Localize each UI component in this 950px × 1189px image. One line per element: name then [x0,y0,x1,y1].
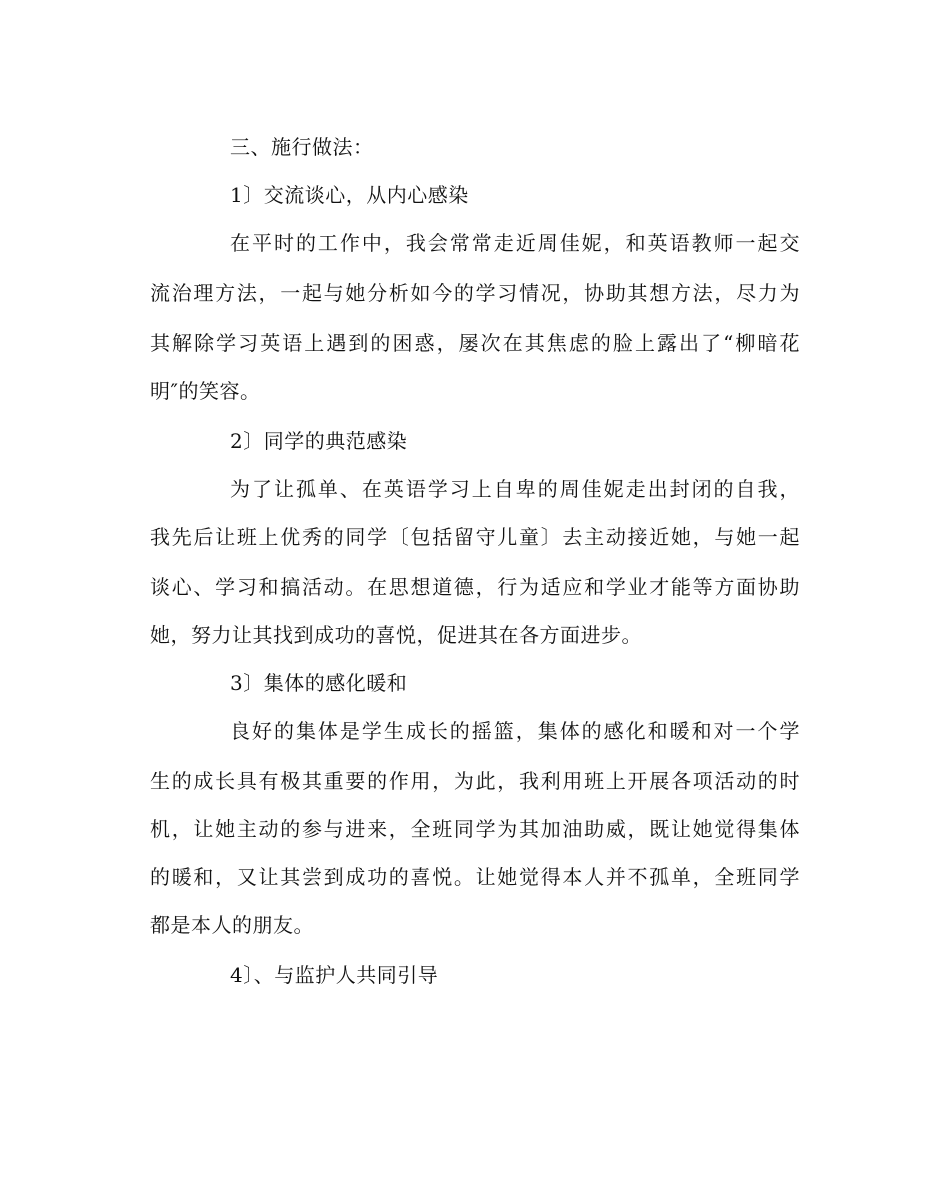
paragraph-1-line-2: 流治理方法，一起与她分析如今的学习情况，协助其想方法，尽力为 [150,281,800,305]
section-heading: 三、施行做法： [230,135,374,159]
paragraph-2-line-1: 为了让孤单、在英语学习上自卑的周佳妮走出封闭的自我， [230,477,800,501]
paragraph-2-line-2: 我先后让班上优秀的同学〔包括留守儿童〕去主动接近她，与她一起 [150,525,800,549]
subheading-4: 4〕、与监护人共同引导 [230,963,439,987]
paragraph-1-line-3: 其解除学习英语上遇到的困惑，屡次在其焦虑的脸上露出了“柳暗花 [150,331,800,355]
paragraph-3-line-1: 良好的集体是学生成长的摇篮，集体的感化和暖和对一个学 [230,719,800,743]
paragraph-1-line-1: 在平时的工作中，我会常常走近周佳妮，和英语教师一起交 [230,231,800,255]
paragraph-2-line-3: 谈心、学习和搞活动。在思想道德，行为适应和学业才能等方面协助 [150,575,800,599]
paragraph-3-line-2: 生的成长具有极其重要的作用，为此，我利用班上开展各项活动的时 [150,769,800,793]
subheading-3: 3〕集体的感化暖和 [230,671,408,695]
paragraph-3-line-5: 都是本人的朋友。 [150,913,314,937]
paragraph-2-line-4: 她，努力让其找到成功的喜悦，促进其在各方面进步。 [150,623,642,647]
subheading-1: 1〕交流谈心，从内心感染 [230,183,469,207]
paragraph-1-line-4: 明″的笑容。 [150,379,261,403]
subheading-2: 2〕同学的典范感染 [230,429,408,453]
paragraph-3-line-3: 机，让她主动的参与进来，全班同学为其加油助威，既让她觉得集体 [150,817,800,841]
paragraph-3-line-4: 的暖和，又让其尝到成功的喜悦。让她觉得本人并不孤单，全班同学 [150,865,800,889]
